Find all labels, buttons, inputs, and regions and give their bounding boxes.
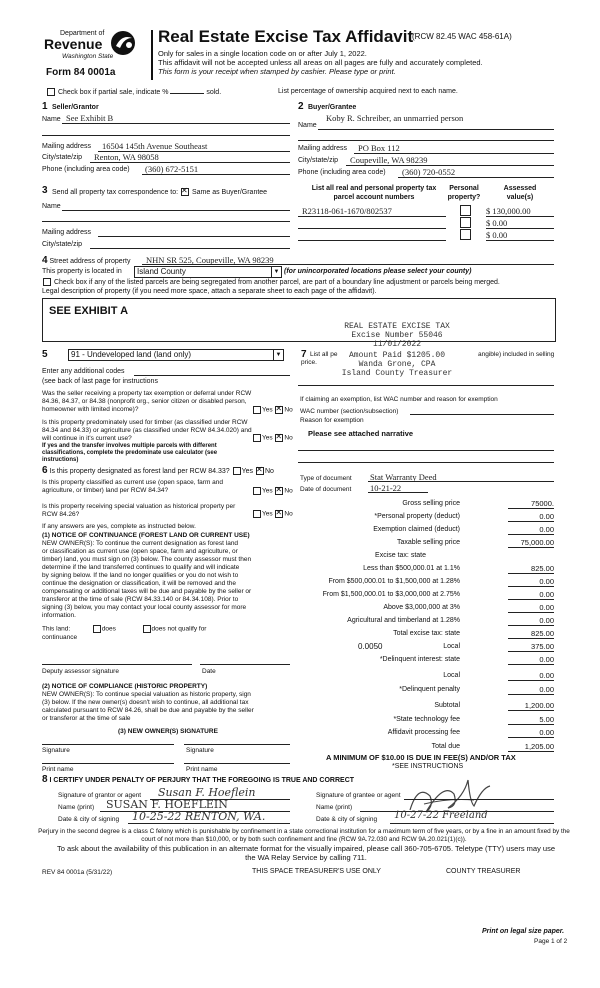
doc-type-field[interactable]: Stat Warranty Deed [370, 472, 437, 482]
fee-value[interactable]: 1,200.00 [508, 702, 554, 711]
fee-value[interactable]: 0.00 [508, 672, 554, 681]
doc-date-label: Date of document [300, 486, 352, 493]
dor-logo [44, 30, 144, 68]
segregated-note: Check box if any of the listed parcels are being segregated from another parcel, are part of a boundary line adjustment or parcels being merged. [53, 278, 500, 286]
fee-value[interactable]: 0.00 [508, 604, 554, 613]
notice-compliance-body: NEW OWNER(S): To continue special valuation as historic property, sign (3) below. If the new owner(s) doesn't wish to continue, all additional tax calculated pursuant to RCW 84.26, shall be due and payable by the seller or transferor at the time of sale [42, 691, 254, 722]
page-number: Page 1 of 2 [534, 938, 568, 945]
partial-sale-row [46, 88, 221, 97]
seller-name-label: Name [42, 116, 61, 123]
correspondence-label: Send all property tax correspondence to: [52, 188, 179, 196]
state-line: Washington State [62, 53, 114, 60]
parcel-number-field[interactable]: R23118-061-1670/802537 [302, 206, 392, 216]
notice-continuance-body: NEW OWNER(S): To continue the current designation as forest land or classification as current use (open space, farm and agriculture, or timber) land, you must sign on (3) below. The county assessor must then determine if the land transferred continues to qualify and will indicate by signing below. If the land no longer qualifies or you do not wish to continue the designation or classification, it will be removed and the compensating or additional taxes will be due and payable by the seller or transferor at the time of sale (RCW 84.33.140 or 84.34.108). Prior to signing (3) below, you may contact your local county assessor for more information. [42, 540, 252, 619]
assessed-value-field[interactable]: $ 0.00 [486, 218, 508, 228]
fee-value[interactable]: 375.00 [508, 643, 554, 652]
seller-heading: Seller/Grantor [52, 104, 99, 111]
notice-compliance-heading: (2) NOTICE OF COMPLIANCE (HISTORIC PROPERTY) [42, 683, 208, 690]
no-checkbox[interactable] [275, 487, 283, 495]
certify-row [42, 776, 354, 786]
historic-question: Is this property receiving special valuation as historical property per RCW 84.26? [42, 503, 236, 518]
county-value: Island County [137, 267, 186, 276]
print-name-label: Print name [42, 766, 74, 773]
stamp-line: REAL ESTATE EXCISE TAX [344, 322, 450, 331]
segregated-checkbox[interactable] [43, 278, 51, 286]
grantor-signature[interactable]: Susan F. Hoeflein [158, 786, 256, 799]
personal-property-checkbox[interactable] [460, 229, 471, 240]
legal-note: Legal description of property (if you need more space, attach a separate sheet to each page of the affidavit). [42, 288, 377, 295]
if-yes-note: If any answers are yes, complete as instructed below. [42, 523, 196, 530]
header-note-1: Only for sales in a single location code on or after July 1, 2022. [158, 49, 367, 58]
current-use-yes-no: Yes ✕ No [252, 487, 293, 496]
exemption-claim-label: If claiming an exemption, list WAC number and reason for exemption [300, 396, 498, 403]
this-land-row: This land: does does not qualify for [42, 625, 207, 633]
notice-continuance-heading: (1) NOTICE OF CONTINUANCE (FOREST LAND OR CURRENT USE) [42, 532, 250, 539]
yes-checkbox[interactable] [253, 510, 261, 518]
stamp-line: Wanda Grone, CPA [358, 360, 436, 369]
grantor-signature-label: Signature of grantor or agent [58, 792, 142, 799]
county-select[interactable] [134, 266, 282, 278]
seller-mailing-field[interactable]: 16504 145th Avenue Southeast [102, 141, 208, 151]
same-as-buyer-label: Same as Buyer/Grantee [191, 188, 268, 196]
header-divider [151, 30, 153, 80]
correspondence-row [52, 188, 267, 197]
revenue-wordmark: Revenue [44, 36, 103, 52]
street-label: Street address of property [49, 258, 131, 265]
see-back-note: (see back of last page for instructions [42, 378, 158, 385]
timber-note: If yes and the transfer involves multiple parcels with different classifications, complete the predominate use calculator (see instructions) [42, 443, 218, 463]
no-checkbox[interactable] [275, 434, 283, 442]
current-use-question: Is this property classified as current use (open space, farm and agriculture, or timber) land per RCW 84.34? [42, 479, 224, 494]
fee-value[interactable]: 75000. [508, 500, 554, 509]
segregated-row [42, 278, 500, 287]
section-2-number: 2 [298, 101, 304, 112]
section-7-label-a: List all pe [310, 351, 338, 358]
buyer-phone-label: Phone (including area code) [298, 169, 386, 176]
no-checkbox[interactable] [275, 510, 283, 518]
assessed-value-field[interactable]: $ 130,000.00 [486, 206, 531, 216]
deputy-signature-label: Deputy assessor signature [42, 668, 119, 675]
section-6-number: 6 [42, 465, 48, 476]
seller-phone-label: Phone (including area code) [42, 166, 130, 173]
print-legal-note: Print on legal size paper. [482, 928, 565, 935]
grantee-date-field[interactable]: 10-27-22 Freeland [394, 810, 488, 821]
stamp-line: 11/01/2022 [372, 340, 421, 349]
deputy-date-label: Date [202, 668, 216, 675]
section-5-number: 5 [42, 349, 48, 360]
same-as-buyer-checkbox[interactable] [181, 188, 189, 196]
minimum-fee-note: A MINIMUM OF $10.00 IS DUE IN FEE(S) AND/OR TAX [326, 753, 516, 762]
fee-value[interactable]: 1,205.00 [508, 743, 554, 752]
treasurer-use-label: THIS SPACE TREASURER'S USE ONLY [252, 868, 381, 875]
print-name-label: Print name [186, 766, 218, 773]
use-code-value: 91 - Undeveloped land (land only) [71, 350, 192, 359]
fee-value[interactable]: 825.00 [508, 565, 554, 574]
doc-date-field[interactable]: 10-21-22 [370, 483, 402, 493]
no-checkbox[interactable] [275, 406, 283, 414]
perjury-notice: Perjury in the second degree is a class C felony which is punishable by confinement in a state correctional institution for a maximum term of five years, or by a fine in an amount fixed by the court of not more than $10,000, or by both such confinement and fine (RCW 9A.72.030 and RCW 9A.20.021(1)(c)). [38, 828, 570, 843]
county-note: (for unincorporated locations please select your county) [284, 268, 472, 275]
legal-description-box[interactable] [42, 298, 556, 342]
street-field[interactable]: NHN SR 525, Coupeville, WA 98239 [146, 255, 274, 265]
chevron-down-icon: ▼ [271, 267, 281, 277]
yes-checkbox[interactable] [253, 434, 261, 442]
partial-sale-label: Check box if partial sale, indicate % [57, 88, 169, 96]
buyer-mailing-field[interactable]: PO Box 112 [358, 143, 400, 153]
rcw-reference: (RCW 82.45 WAC 458-61A) [412, 32, 512, 41]
stamp-line: Excise Number 55046 [351, 331, 443, 340]
additional-codes-label: Enter any additional codes [42, 368, 125, 375]
buyer-name-label: Name [298, 122, 317, 129]
alt-format-notice: To ask about the availability of this publication in an alternate format for the visually impaired, please call 360-705-6705. Teletype (TTY) users may use the WA Relay Service by calling 711. [56, 844, 556, 862]
local-rate: 0.0050 [358, 642, 383, 651]
header-note-3: This form is your receipt when stamped by cashier. Please type or print. [158, 67, 396, 76]
buyer-phone-field[interactable]: (360) 720-0552 [402, 167, 456, 177]
fee-value[interactable]: 0.00 [508, 526, 554, 535]
section-3-number: 3 [42, 185, 48, 196]
fee-value[interactable]: 0.00 [508, 686, 554, 695]
legal-description-text: SEE EXHIBIT A [49, 305, 129, 317]
personal-property-checkbox[interactable] [460, 205, 471, 216]
header-note-2: This affidavit will not be accepted unless all areas on all pages are fully and accurately completed. [158, 58, 483, 67]
see-instructions-note: *SEE INSTRUCTIONS [392, 763, 464, 770]
seller-city-label: City/state/zip [42, 154, 83, 161]
no-checkbox[interactable] [256, 467, 264, 475]
grantor-date-label: Date & city of signing [58, 816, 120, 823]
grantee-name-label: Name (print) [316, 804, 353, 811]
seller-phone-field[interactable]: (360) 672-5151 [145, 164, 199, 174]
section-7-label-b: price. [301, 359, 317, 366]
county-treasurer-label: COUNTY TREASURER [446, 868, 521, 875]
certify-statement: I CERTIFY UNDER PENALTY OF PERJURY THAT THE FOREGOING IS TRUE AND CORRECT [49, 777, 355, 784]
fee-value[interactable]: 0.00 [508, 729, 554, 738]
correspondence-name-label: Name [42, 203, 61, 210]
fee-value[interactable]: 0.00 [508, 591, 554, 600]
buyer-mailing-label: Mailing address [298, 145, 348, 152]
fee-value[interactable]: 0.00 [508, 656, 554, 665]
assessed-value-col-header: Assessed value(s) [503, 185, 537, 201]
yes-checkbox[interactable] [233, 467, 241, 475]
correspondence-mailing-label: Mailing address [42, 229, 92, 236]
reason-label: Reason for exemption [300, 417, 364, 424]
buyer-city-label: City/state/zip [298, 157, 339, 164]
dept-line: Department of [60, 30, 105, 37]
exemption-question: Was the seller receiving a property tax exemption or deferral under RCW 84.36, 84.37, or 84.38 (nonprofit org., senior citizen or disabled person, homeowner with limited income)? [42, 390, 252, 413]
historic-yes-no: Yes ✕ No [252, 510, 293, 519]
wac-number-label: WAC number (section/subsection) [300, 408, 399, 415]
forest-question-row: 6 Is this property designated as forest land per RCW 84.33? Yes ✕ No [42, 467, 274, 477]
fee-value[interactable]: 0.00 [508, 617, 554, 626]
form-title: Real Estate Excise Tax Affidavit [158, 27, 414, 46]
yes-checkbox[interactable] [253, 487, 261, 495]
located-label: This property is located in [42, 268, 122, 275]
fee-value[interactable]: 75,000.00 [508, 539, 554, 548]
seller-name-field[interactable]: See Exhibit B [66, 113, 114, 123]
new-owner-signature-heading: (3) NEW OWNER(S) SIGNATURE [118, 728, 218, 735]
section-7-number: 7 [301, 349, 307, 360]
assessed-value-field[interactable]: $ 0.00 [486, 230, 508, 240]
signature-label: Signature [42, 747, 70, 754]
grantee-signature-label: Signature of grantee or agent [316, 792, 401, 799]
section-8-number: 8 [42, 774, 48, 785]
fee-value[interactable]: 0.00 [508, 513, 554, 522]
fee-value[interactable]: 5.00 [508, 716, 554, 725]
buyer-heading: Buyer/Grantee [308, 104, 357, 111]
signature-label: Signature [186, 747, 214, 754]
fee-value[interactable]: 0.00 [508, 578, 554, 587]
parcel-col-header: List all real and personal property tax parcel account numbers [311, 185, 437, 201]
revision-label: REV 84 0001a (5/31/22) [42, 869, 113, 876]
chevron-down-icon: ▼ [273, 350, 283, 360]
personal-property-checkbox[interactable] [460, 217, 471, 228]
doc-type-label: Type of document [300, 475, 352, 482]
timber-question: Is this property predominately used for timber (as classified under RCW 84.34 and 84.33) or agriculture (as classified under RCW 84.34.020) and will continue in it's current use? [42, 419, 252, 442]
fee-value[interactable]: 825.00 [508, 630, 554, 639]
exemption-yes-no: Yes ✕ No [252, 406, 293, 415]
form-number: Form 84 0001a [46, 67, 116, 78]
buyer-city-field[interactable]: Coupeville, WA 98239 [350, 155, 428, 165]
partial-sale-checkbox[interactable] [47, 88, 55, 96]
grantor-date-field[interactable]: 10-25-22 RENTON, WA. [132, 810, 266, 823]
buyer-name-field[interactable]: Koby R. Schreiber, an unmarried person [326, 113, 464, 123]
section-7-label-c: angible) included in selling [478, 351, 555, 358]
forest-question: Is this property designated as forest land per RCW 84.33? [49, 468, 230, 475]
does-checkbox[interactable] [93, 625, 101, 633]
continuance-label: continuance [42, 634, 78, 641]
stamp-line: Island County Treasurer [341, 369, 453, 378]
does-not-checkbox[interactable] [143, 625, 151, 633]
street-row [42, 257, 130, 267]
ownership-note: List percentage of ownership acquired next to each name. [278, 88, 458, 95]
section-1-number: 1 [42, 101, 48, 112]
personal-property-col-header: Personal property? [447, 185, 481, 201]
treasurer-stamp [322, 322, 472, 378]
correspondence-city-label: City/state/zip [42, 241, 83, 248]
stamp-line: Amount Paid $1205.00 [348, 351, 445, 360]
timber-yes-no: Yes ✕ No [252, 434, 293, 443]
grantor-name-label: Name (print) [58, 804, 95, 811]
seller-mailing-label: Mailing address [42, 143, 92, 150]
yes-checkbox[interactable] [253, 406, 261, 414]
sold-label: sold. [206, 88, 222, 96]
grantee-date-label: Date & city of signing [316, 816, 378, 823]
narrative-note: Please see attached narrative [308, 429, 414, 438]
use-code-select[interactable] [68, 349, 284, 361]
seller-city-field[interactable]: Renton, WA 98058 [94, 152, 159, 162]
section-4-number: 4 [42, 255, 48, 266]
grantor-name-field[interactable]: SUSAN F. HOEFLEIN [106, 798, 228, 811]
